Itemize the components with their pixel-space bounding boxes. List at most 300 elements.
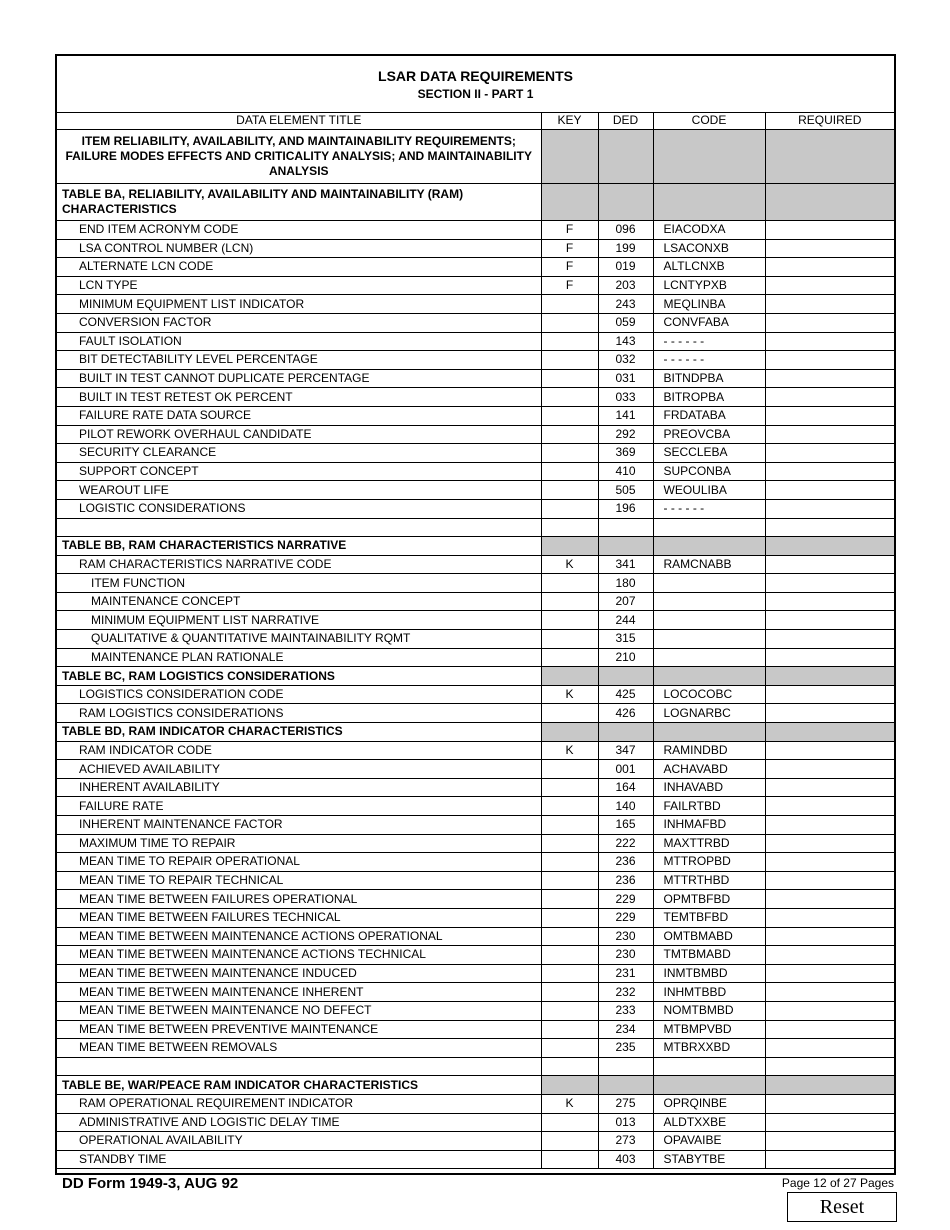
code-cell: PREOVCBA — [653, 425, 765, 444]
blank-cell — [541, 1057, 598, 1076]
key-cell — [541, 611, 598, 630]
code-cell: - - - - - - — [653, 499, 765, 518]
key-cell — [541, 592, 598, 611]
data-element-title: QUALITATIVE & QUANTITATIVE MAINTAINABILITY RQMT — [57, 630, 541, 649]
ded-cell: 143 — [598, 332, 653, 351]
blank-cell — [598, 518, 653, 537]
blank-cell — [57, 1057, 541, 1076]
code-cell: BITNDPBA — [653, 369, 765, 388]
required-cell[interactable] — [765, 760, 894, 779]
code-cell: OPAVAIBE — [653, 1132, 765, 1151]
ded-cell: 234 — [598, 1020, 653, 1039]
code-cell — [653, 630, 765, 649]
required-cell[interactable] — [765, 630, 894, 649]
table-row — [57, 313, 894, 332]
table-row — [57, 444, 894, 463]
column-header-row — [57, 112, 894, 130]
key-cell — [541, 574, 598, 593]
data-element-title: SECURITY CLEARANCE — [57, 444, 541, 463]
code-cell: TEMTBFBD — [653, 908, 765, 927]
required-cell[interactable] — [765, 388, 894, 407]
ded-cell: 236 — [598, 871, 653, 890]
table-row — [57, 834, 894, 853]
data-element-title: INHERENT AVAILABILITY — [57, 778, 541, 797]
data-element-title: BIT DETECTABILITY LEVEL PERCENTAGE — [57, 351, 541, 370]
section-header-row — [57, 537, 894, 556]
key-cell — [541, 444, 598, 463]
shaded-cell — [765, 667, 894, 686]
data-element-title: MEAN TIME BETWEEN MAINTENANCE ACTIONS OPERATIONAL — [57, 927, 541, 946]
key-cell: K — [541, 741, 598, 760]
table-row — [57, 481, 894, 500]
code-cell: - - - - - - — [653, 351, 765, 370]
data-element-title: MEAN TIME TO REPAIR OPERATIONAL — [57, 853, 541, 872]
shaded-cell — [653, 723, 765, 742]
shaded-cell — [541, 184, 598, 221]
key-cell — [541, 630, 598, 649]
required-cell[interactable] — [765, 406, 894, 425]
table-row — [57, 927, 894, 946]
ded-cell: 236 — [598, 853, 653, 872]
required-cell[interactable] — [765, 1150, 894, 1169]
shaded-cell — [765, 537, 894, 556]
key-cell — [541, 313, 598, 332]
required-cell[interactable] — [765, 574, 894, 593]
table-row — [57, 1113, 894, 1132]
key-cell — [541, 295, 598, 314]
form-id: DD Form 1949-3, AUG 92 — [62, 1175, 239, 1192]
required-cell[interactable] — [765, 778, 894, 797]
ded-cell: 141 — [598, 406, 653, 425]
shaded-cell — [541, 723, 598, 742]
required-cell[interactable] — [765, 908, 894, 927]
shaded-cell — [765, 1076, 894, 1095]
ded-cell: 235 — [598, 1039, 653, 1058]
table-row — [57, 555, 894, 574]
key-cell — [541, 648, 598, 667]
ded-cell: 032 — [598, 351, 653, 370]
table-row — [57, 816, 894, 835]
table-row — [57, 871, 894, 890]
code-cell: INHMTBBD — [653, 983, 765, 1002]
ded-cell: 229 — [598, 890, 653, 909]
data-element-title: RAM CHARACTERISTICS NARRATIVE CODE — [57, 555, 541, 574]
table-row — [57, 1150, 894, 1169]
code-cell: MEQLINBA — [653, 295, 765, 314]
reset-button[interactable]: Reset — [787, 1192, 897, 1222]
ded-cell: 222 — [598, 834, 653, 853]
table-row — [57, 946, 894, 965]
code-cell: SUPCONBA — [653, 462, 765, 481]
table-row — [57, 964, 894, 983]
ded-cell: 031 — [598, 369, 653, 388]
shaded-cell — [598, 667, 653, 686]
key-cell — [541, 927, 598, 946]
required-cell[interactable] — [765, 983, 894, 1002]
key-cell — [541, 369, 598, 388]
required-cell[interactable] — [765, 927, 894, 946]
table-row — [57, 797, 894, 816]
key-cell — [541, 388, 598, 407]
code-cell: RAMCNABB — [653, 555, 765, 574]
ded-cell: 369 — [598, 444, 653, 463]
required-cell[interactable] — [765, 555, 894, 574]
key-cell — [541, 1150, 598, 1169]
table-row — [57, 1039, 894, 1058]
table-row — [57, 1094, 894, 1113]
key-cell — [541, 983, 598, 1002]
required-cell[interactable] — [765, 964, 894, 983]
key-cell — [541, 425, 598, 444]
data-element-title: BUILT IN TEST RETEST OK PERCENT — [57, 388, 541, 407]
key-cell — [541, 704, 598, 723]
blank-row — [57, 1057, 894, 1076]
required-cell[interactable] — [765, 351, 894, 370]
ded-cell: 001 — [598, 760, 653, 779]
ded-cell: 273 — [598, 1132, 653, 1151]
ded-cell: 232 — [598, 983, 653, 1002]
required-cell[interactable] — [765, 1113, 894, 1132]
table-row — [57, 295, 894, 314]
required-cell[interactable] — [765, 834, 894, 853]
table-row — [57, 406, 894, 425]
key-cell: K — [541, 1094, 598, 1113]
form-header — [57, 56, 894, 113]
required-cell[interactable] — [765, 890, 894, 909]
key-cell: F — [541, 258, 598, 277]
table-row — [57, 1020, 894, 1039]
blank-cell — [541, 518, 598, 537]
blank-row — [57, 518, 894, 537]
data-element-title: ACHIEVED AVAILABILITY — [57, 760, 541, 779]
code-cell: LOCOCOBC — [653, 685, 765, 704]
code-cell: RAMINDBD — [653, 741, 765, 760]
section-title: TABLE BB, RAM CHARACTERISTICS NARRATIVE — [57, 537, 541, 556]
key-cell — [541, 1039, 598, 1058]
requirements-table — [57, 112, 894, 1169]
required-cell[interactable] — [765, 1132, 894, 1151]
required-cell[interactable] — [765, 239, 894, 258]
code-cell: FAILRTBD — [653, 797, 765, 816]
section-header-row — [57, 723, 894, 742]
ded-cell: 207 — [598, 592, 653, 611]
ded-cell: 244 — [598, 611, 653, 630]
section-title: TABLE BE, WAR/PEACE RAM INDICATOR CHARACTERISTICS — [57, 1076, 541, 1095]
key-cell — [541, 834, 598, 853]
table-row — [57, 258, 894, 277]
table-row — [57, 332, 894, 351]
code-cell: LSACONXB — [653, 239, 765, 258]
code-cell: INHAVABD — [653, 778, 765, 797]
key-cell — [541, 1113, 598, 1132]
data-element-title: MEAN TIME BETWEEN PREVENTIVE MAINTENANCE — [57, 1020, 541, 1039]
ded-cell: 505 — [598, 481, 653, 500]
key-cell — [541, 946, 598, 965]
data-element-title: FAILURE RATE — [57, 797, 541, 816]
code-cell: MTTRTHBD — [653, 871, 765, 890]
key-cell — [541, 499, 598, 518]
required-cell[interactable] — [765, 946, 894, 965]
required-cell[interactable] — [765, 332, 894, 351]
data-element-title: MEAN TIME BETWEEN REMOVALS — [57, 1039, 541, 1058]
required-cell[interactable] — [765, 1020, 894, 1039]
section-header-row — [57, 667, 894, 686]
shaded-cell — [653, 537, 765, 556]
data-element-title: MEAN TIME BETWEEN MAINTENANCE ACTIONS TECHNICAL — [57, 946, 541, 965]
section-header-row — [57, 184, 894, 221]
blank-cell — [653, 1057, 765, 1076]
code-cell: STABYTBE — [653, 1150, 765, 1169]
ded-cell: 426 — [598, 704, 653, 723]
ded-cell: 275 — [598, 1094, 653, 1113]
table-row — [57, 648, 894, 667]
intro-section-title: ITEM RELIABILITY, AVAILABILITY, AND MAINTAINABILITY REQUIREMENTS; FAILURE MODES EFFECTS AND CRITICALITY ANALYSIS; AND MAINTAINABILITY ANALYSIS — [57, 130, 541, 184]
ded-cell: 019 — [598, 258, 653, 277]
required-cell[interactable] — [765, 221, 894, 240]
code-cell: CONVFABA — [653, 313, 765, 332]
ded-cell: 165 — [598, 816, 653, 835]
required-cell[interactable] — [765, 462, 894, 481]
shaded-cell — [653, 1076, 765, 1095]
table-row — [57, 890, 894, 909]
table-row — [57, 685, 894, 704]
data-element-title: FAULT ISOLATION — [57, 332, 541, 351]
required-cell[interactable] — [765, 313, 894, 332]
shaded-cell — [653, 130, 765, 184]
data-element-title: ALTERNATE LCN CODE — [57, 258, 541, 277]
required-cell[interactable] — [765, 295, 894, 314]
shaded-cell — [653, 667, 765, 686]
ded-cell: 315 — [598, 630, 653, 649]
code-cell: NOMTBMBD — [653, 1001, 765, 1020]
required-cell[interactable] — [765, 611, 894, 630]
required-cell[interactable] — [765, 704, 894, 723]
table-row — [57, 574, 894, 593]
required-cell[interactable] — [765, 258, 894, 277]
key-cell — [541, 1020, 598, 1039]
shaded-cell — [541, 1076, 598, 1095]
ded-cell: 292 — [598, 425, 653, 444]
data-element-title: INHERENT MAINTENANCE FACTOR — [57, 816, 541, 835]
code-cell: MTBRXXBD — [653, 1039, 765, 1058]
data-element-title: MEAN TIME TO REPAIR TECHNICAL — [57, 871, 541, 890]
column-header-title: DATA ELEMENT TITLE — [57, 112, 541, 130]
ded-cell: 410 — [598, 462, 653, 481]
data-element-title: MEAN TIME BETWEEN MAINTENANCE INDUCED — [57, 964, 541, 983]
ded-cell: 341 — [598, 555, 653, 574]
required-cell[interactable] — [765, 276, 894, 295]
column-header-required: REQUIRED — [765, 112, 894, 130]
required-cell[interactable] — [765, 369, 894, 388]
ded-cell: 096 — [598, 221, 653, 240]
ded-cell: 231 — [598, 964, 653, 983]
required-cell[interactable] — [765, 871, 894, 890]
key-cell — [541, 351, 598, 370]
blank-cell — [765, 1057, 894, 1076]
data-element-title: ADMINISTRATIVE AND LOGISTIC DELAY TIME — [57, 1113, 541, 1132]
ded-cell: 196 — [598, 499, 653, 518]
key-cell — [541, 406, 598, 425]
code-cell: - - - - - - — [653, 332, 765, 351]
data-element-title: MINIMUM EQUIPMENT LIST NARRATIVE — [57, 611, 541, 630]
shaded-cell — [598, 723, 653, 742]
data-element-title: END ITEM ACRONYM CODE — [57, 221, 541, 240]
intro-section-row — [57, 130, 894, 184]
shaded-cell — [541, 537, 598, 556]
ded-cell: 203 — [598, 276, 653, 295]
table-row — [57, 760, 894, 779]
data-element-title: LCN TYPE — [57, 276, 541, 295]
key-cell — [541, 908, 598, 927]
key-cell — [541, 332, 598, 351]
ded-cell: 403 — [598, 1150, 653, 1169]
key-cell — [541, 816, 598, 835]
ded-cell: 033 — [598, 388, 653, 407]
shaded-cell — [765, 184, 894, 221]
code-cell: TMTBMABD — [653, 946, 765, 965]
ded-cell: 347 — [598, 741, 653, 760]
code-cell: OPMTBFBD — [653, 890, 765, 909]
required-cell[interactable] — [765, 481, 894, 500]
ded-cell: 425 — [598, 685, 653, 704]
data-element-title: CONVERSION FACTOR — [57, 313, 541, 332]
ded-cell: 013 — [598, 1113, 653, 1132]
code-cell: ALTLCNXB — [653, 258, 765, 277]
ded-cell: 059 — [598, 313, 653, 332]
section-title: TABLE BD, RAM INDICATOR CHARACTERISTICS — [57, 723, 541, 742]
table-row — [57, 908, 894, 927]
key-cell — [541, 890, 598, 909]
code-cell: ACHAVABD — [653, 760, 765, 779]
code-cell: INMTBMBD — [653, 964, 765, 983]
table-row — [57, 630, 894, 649]
ded-cell: 229 — [598, 908, 653, 927]
code-cell: INHMAFBD — [653, 816, 765, 835]
data-element-title: WEAROUT LIFE — [57, 481, 541, 500]
table-row — [57, 221, 894, 240]
data-element-title: MEAN TIME BETWEEN FAILURES TECHNICAL — [57, 908, 541, 927]
shaded-cell — [598, 130, 653, 184]
required-cell[interactable] — [765, 685, 894, 704]
table-row — [57, 462, 894, 481]
code-cell: ALDTXXBE — [653, 1113, 765, 1132]
data-element-title: ITEM FUNCTION — [57, 574, 541, 593]
ded-cell: 230 — [598, 946, 653, 965]
code-cell — [653, 592, 765, 611]
ded-cell: 199 — [598, 239, 653, 258]
column-header-key: KEY — [541, 112, 598, 130]
shaded-cell — [598, 1076, 653, 1095]
data-element-title: BUILT IN TEST CANNOT DUPLICATE PERCENTAGE — [57, 369, 541, 388]
table-row — [57, 1132, 894, 1151]
data-element-title: MAINTENANCE CONCEPT — [57, 592, 541, 611]
table-row — [57, 239, 894, 258]
form-title: LSAR DATA REQUIREMENTS — [378, 68, 573, 84]
ded-cell: 164 — [598, 778, 653, 797]
code-cell: BITROPBA — [653, 388, 765, 407]
required-cell[interactable] — [765, 797, 894, 816]
ded-cell: 180 — [598, 574, 653, 593]
table-row — [57, 1001, 894, 1020]
ded-cell: 210 — [598, 648, 653, 667]
blank-cell — [765, 518, 894, 537]
key-cell: K — [541, 555, 598, 574]
key-cell — [541, 871, 598, 890]
key-cell — [541, 1001, 598, 1020]
code-cell: FRDATABA — [653, 406, 765, 425]
data-element-title: MEAN TIME BETWEEN MAINTENANCE NO DEFECT — [57, 1001, 541, 1020]
data-element-title: MINIMUM EQUIPMENT LIST INDICATOR — [57, 295, 541, 314]
data-element-title: LSA CONTROL NUMBER (LCN) — [57, 239, 541, 258]
code-cell: SECCLEBA — [653, 444, 765, 463]
code-cell: LOGNARBC — [653, 704, 765, 723]
key-cell — [541, 964, 598, 983]
key-cell — [541, 778, 598, 797]
data-element-title: PILOT REWORK OVERHAUL CANDIDATE — [57, 425, 541, 444]
table-row — [57, 276, 894, 295]
required-cell[interactable] — [765, 741, 894, 760]
ded-cell: 230 — [598, 927, 653, 946]
section-header-row — [57, 1076, 894, 1095]
form-frame — [55, 54, 896, 1175]
shaded-cell — [765, 723, 894, 742]
table-row — [57, 778, 894, 797]
blank-cell — [653, 518, 765, 537]
key-cell: F — [541, 221, 598, 240]
table-body — [57, 130, 894, 1169]
table-row — [57, 499, 894, 518]
table-row — [57, 704, 894, 723]
shaded-cell — [598, 184, 653, 221]
code-cell: OPRQINBE — [653, 1094, 765, 1113]
required-cell[interactable] — [765, 816, 894, 835]
table-row — [57, 351, 894, 370]
required-cell[interactable] — [765, 1039, 894, 1058]
required-cell[interactable] — [765, 592, 894, 611]
data-element-title: RAM OPERATIONAL REQUIREMENT INDICATOR — [57, 1094, 541, 1113]
data-element-title: STANDBY TIME — [57, 1150, 541, 1169]
key-cell — [541, 1132, 598, 1151]
data-element-title: SUPPORT CONCEPT — [57, 462, 541, 481]
key-cell: F — [541, 276, 598, 295]
code-cell: EIACODXA — [653, 221, 765, 240]
code-cell — [653, 648, 765, 667]
required-cell[interactable] — [765, 425, 894, 444]
code-cell: MTTROPBD — [653, 853, 765, 872]
section-title: TABLE BA, RELIABILITY, AVAILABILITY AND MAINTAINABILITY (RAM) CHARACTERISTICS — [57, 184, 541, 221]
data-element-title: OPERATIONAL AVAILABILITY — [57, 1132, 541, 1151]
required-cell[interactable] — [765, 648, 894, 667]
required-cell[interactable] — [765, 1001, 894, 1020]
column-header-ded: DED — [598, 112, 653, 130]
data-element-title: MEAN TIME BETWEEN FAILURES OPERATIONAL — [57, 890, 541, 909]
key-cell — [541, 853, 598, 872]
key-cell — [541, 797, 598, 816]
shaded-cell — [765, 130, 894, 184]
required-cell[interactable] — [765, 444, 894, 463]
ded-cell: 233 — [598, 1001, 653, 1020]
table-row — [57, 388, 894, 407]
required-cell[interactable] — [765, 1094, 894, 1113]
required-cell[interactable] — [765, 499, 894, 518]
code-cell — [653, 574, 765, 593]
data-element-title: LOGISTICS CONSIDERATION CODE — [57, 685, 541, 704]
table-row — [57, 369, 894, 388]
code-cell: WEOULIBA — [653, 481, 765, 500]
required-cell[interactable] — [765, 853, 894, 872]
table-row — [57, 425, 894, 444]
data-element-title: MEAN TIME BETWEEN MAINTENANCE INHERENT — [57, 983, 541, 1002]
